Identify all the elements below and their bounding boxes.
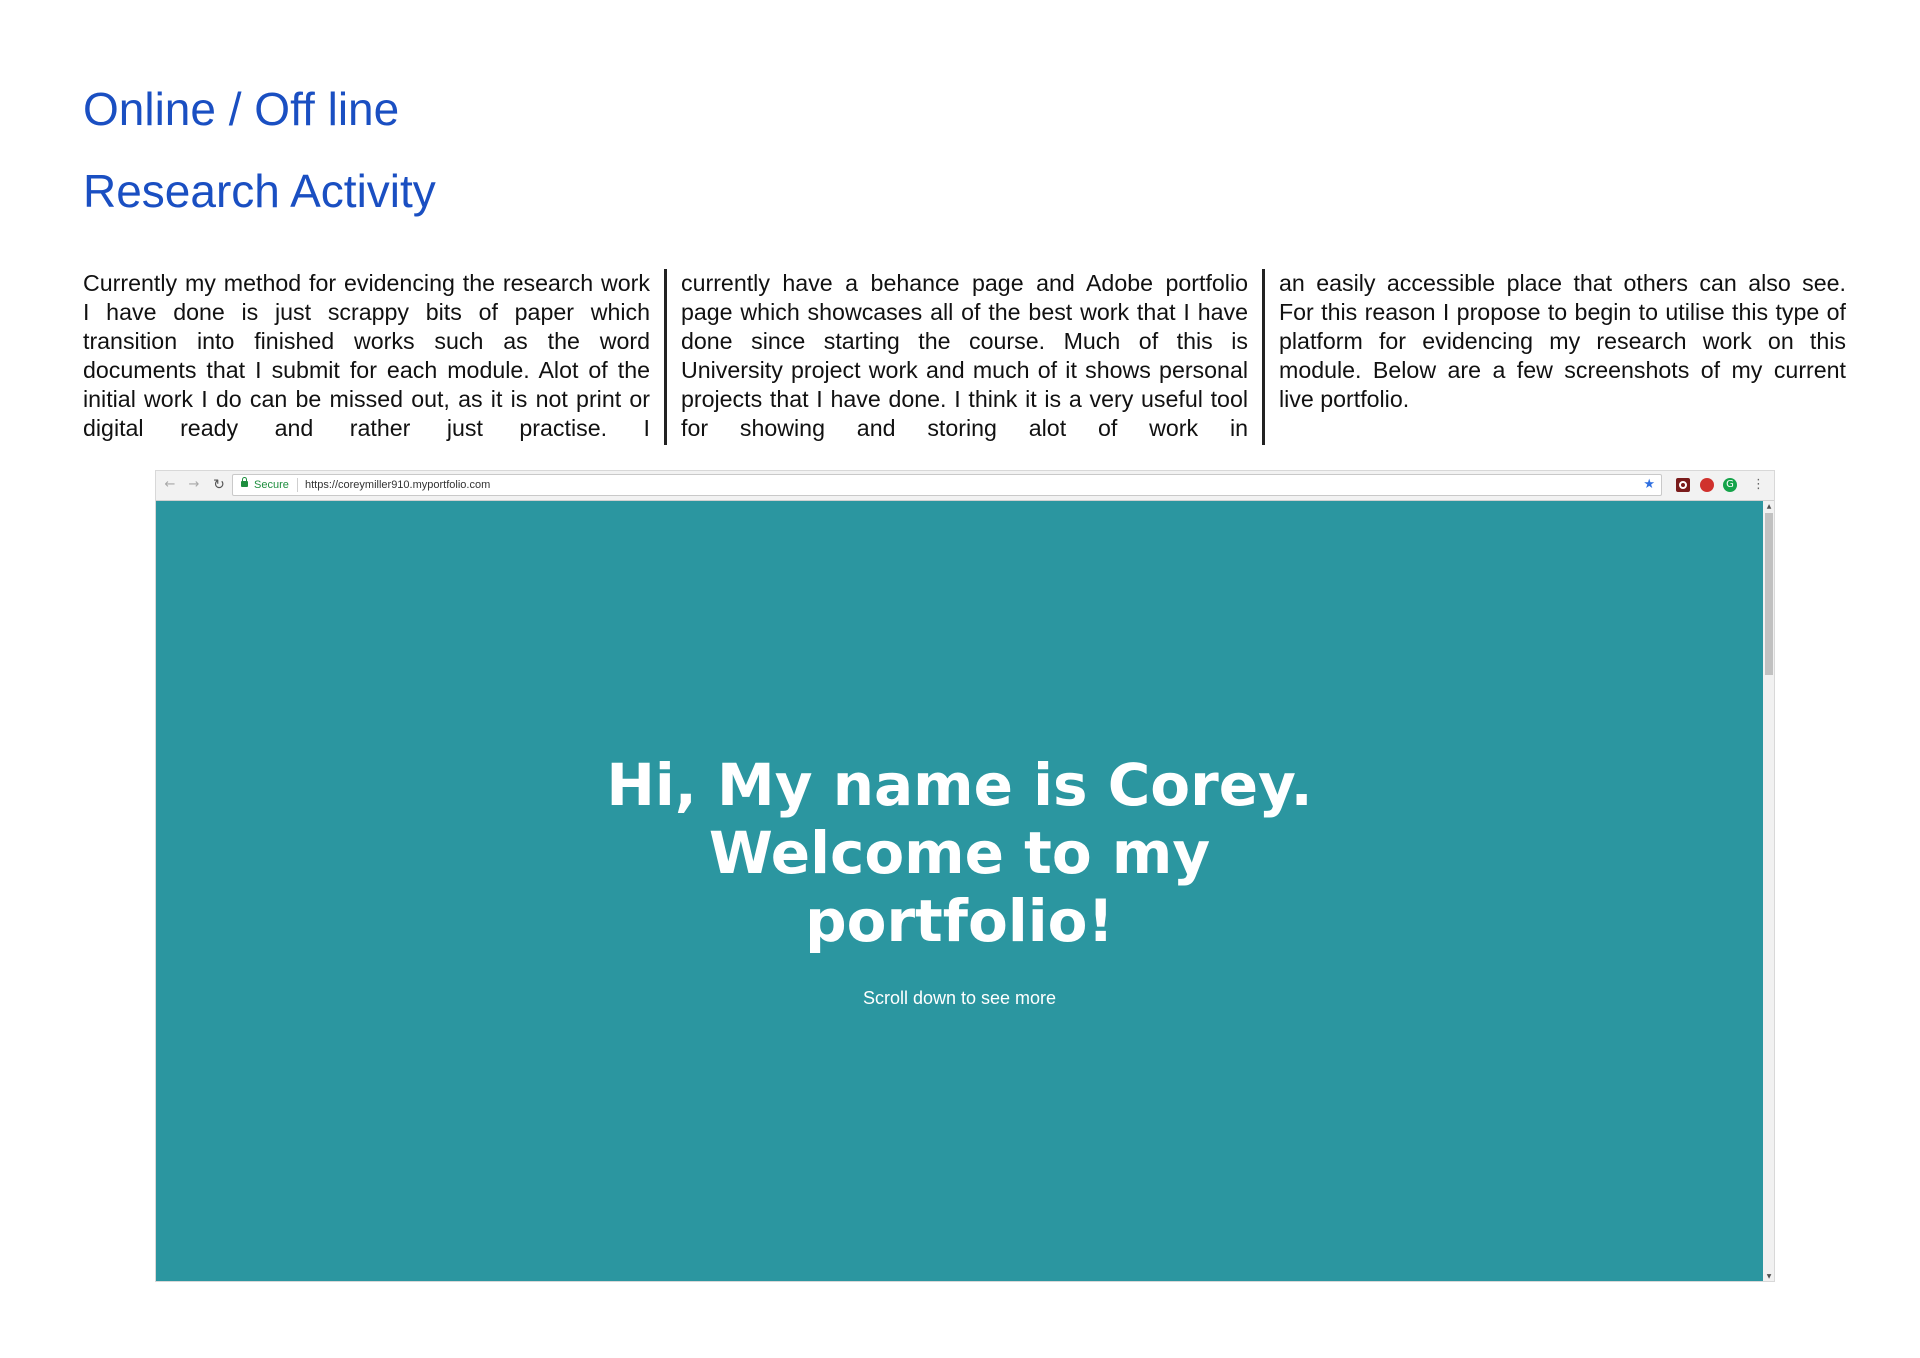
hero-title-line-1: Hi, My name is Corey. (606, 751, 1313, 819)
hero-title-line-3: portfolio! (805, 887, 1114, 955)
browser-screenshot (155, 470, 1775, 1282)
adblock-icon[interactable] (1700, 478, 1714, 492)
column-divider (1262, 269, 1265, 445)
text-columns (83, 269, 1858, 445)
text-column-1: Currently my method for evidencing the research work I have done is just scrappy bits of paper which transition into finished works such as the word documents that I submit for each module. Alot of the initial work I do can be missed out, as it is not print or digital ready and rather just practise. I (83, 270, 650, 441)
omnibox-separator (297, 478, 298, 492)
text-column-3: an easily accessible place that others can also see. For this reason I propose to begin to utilise this type of platform for evidencing my research work on this module. Below are a few screenshots of my current live portfolio. (1279, 270, 1846, 412)
browser-toolbar (156, 471, 1774, 501)
hero-subtitle[interactable]: Scroll down to see more (862, 988, 1057, 1008)
secure-label: Secure (254, 479, 289, 491)
url-text[interactable]: https://coreymiller910.myportfolio.com (305, 479, 491, 491)
acrobat-icon[interactable] (1676, 478, 1690, 492)
back-arrow-icon[interactable]: ← (164, 477, 176, 492)
page-title: Online / Off line (83, 83, 400, 135)
scrollbar-thumb[interactable] (1765, 513, 1773, 675)
scroll-up-icon[interactable]: ▲ (1766, 503, 1772, 510)
text-column-2: currently have a behance page and Adobe portfolio page which showcases all of the best work that I have done since starting the course. Much of this is University project work and much of it shows personal projects that I have done. I think it is a very useful tool for showing and storing alot of work in (681, 270, 1248, 441)
hero-title (156, 751, 1763, 955)
column-divider (664, 269, 667, 445)
grammarly-icon[interactable]: G (1723, 478, 1737, 492)
address-bar[interactable] (232, 474, 1662, 496)
more-vertical-icon[interactable]: ⋮ (1752, 477, 1765, 492)
page-scrollbar[interactable] (1763, 501, 1775, 1282)
hero-title-line-2: Welcome to my (708, 819, 1211, 887)
page-subtitle: Research Activity (83, 165, 436, 217)
portfolio-hero (156, 501, 1763, 1282)
scroll-down-icon[interactable]: ▼ (1766, 1273, 1772, 1280)
reload-icon[interactable]: ↻ (213, 477, 225, 493)
star-icon[interactable]: ★ (1643, 477, 1655, 492)
forward-arrow-icon[interactable]: → (188, 477, 200, 492)
lock-icon (241, 481, 248, 487)
